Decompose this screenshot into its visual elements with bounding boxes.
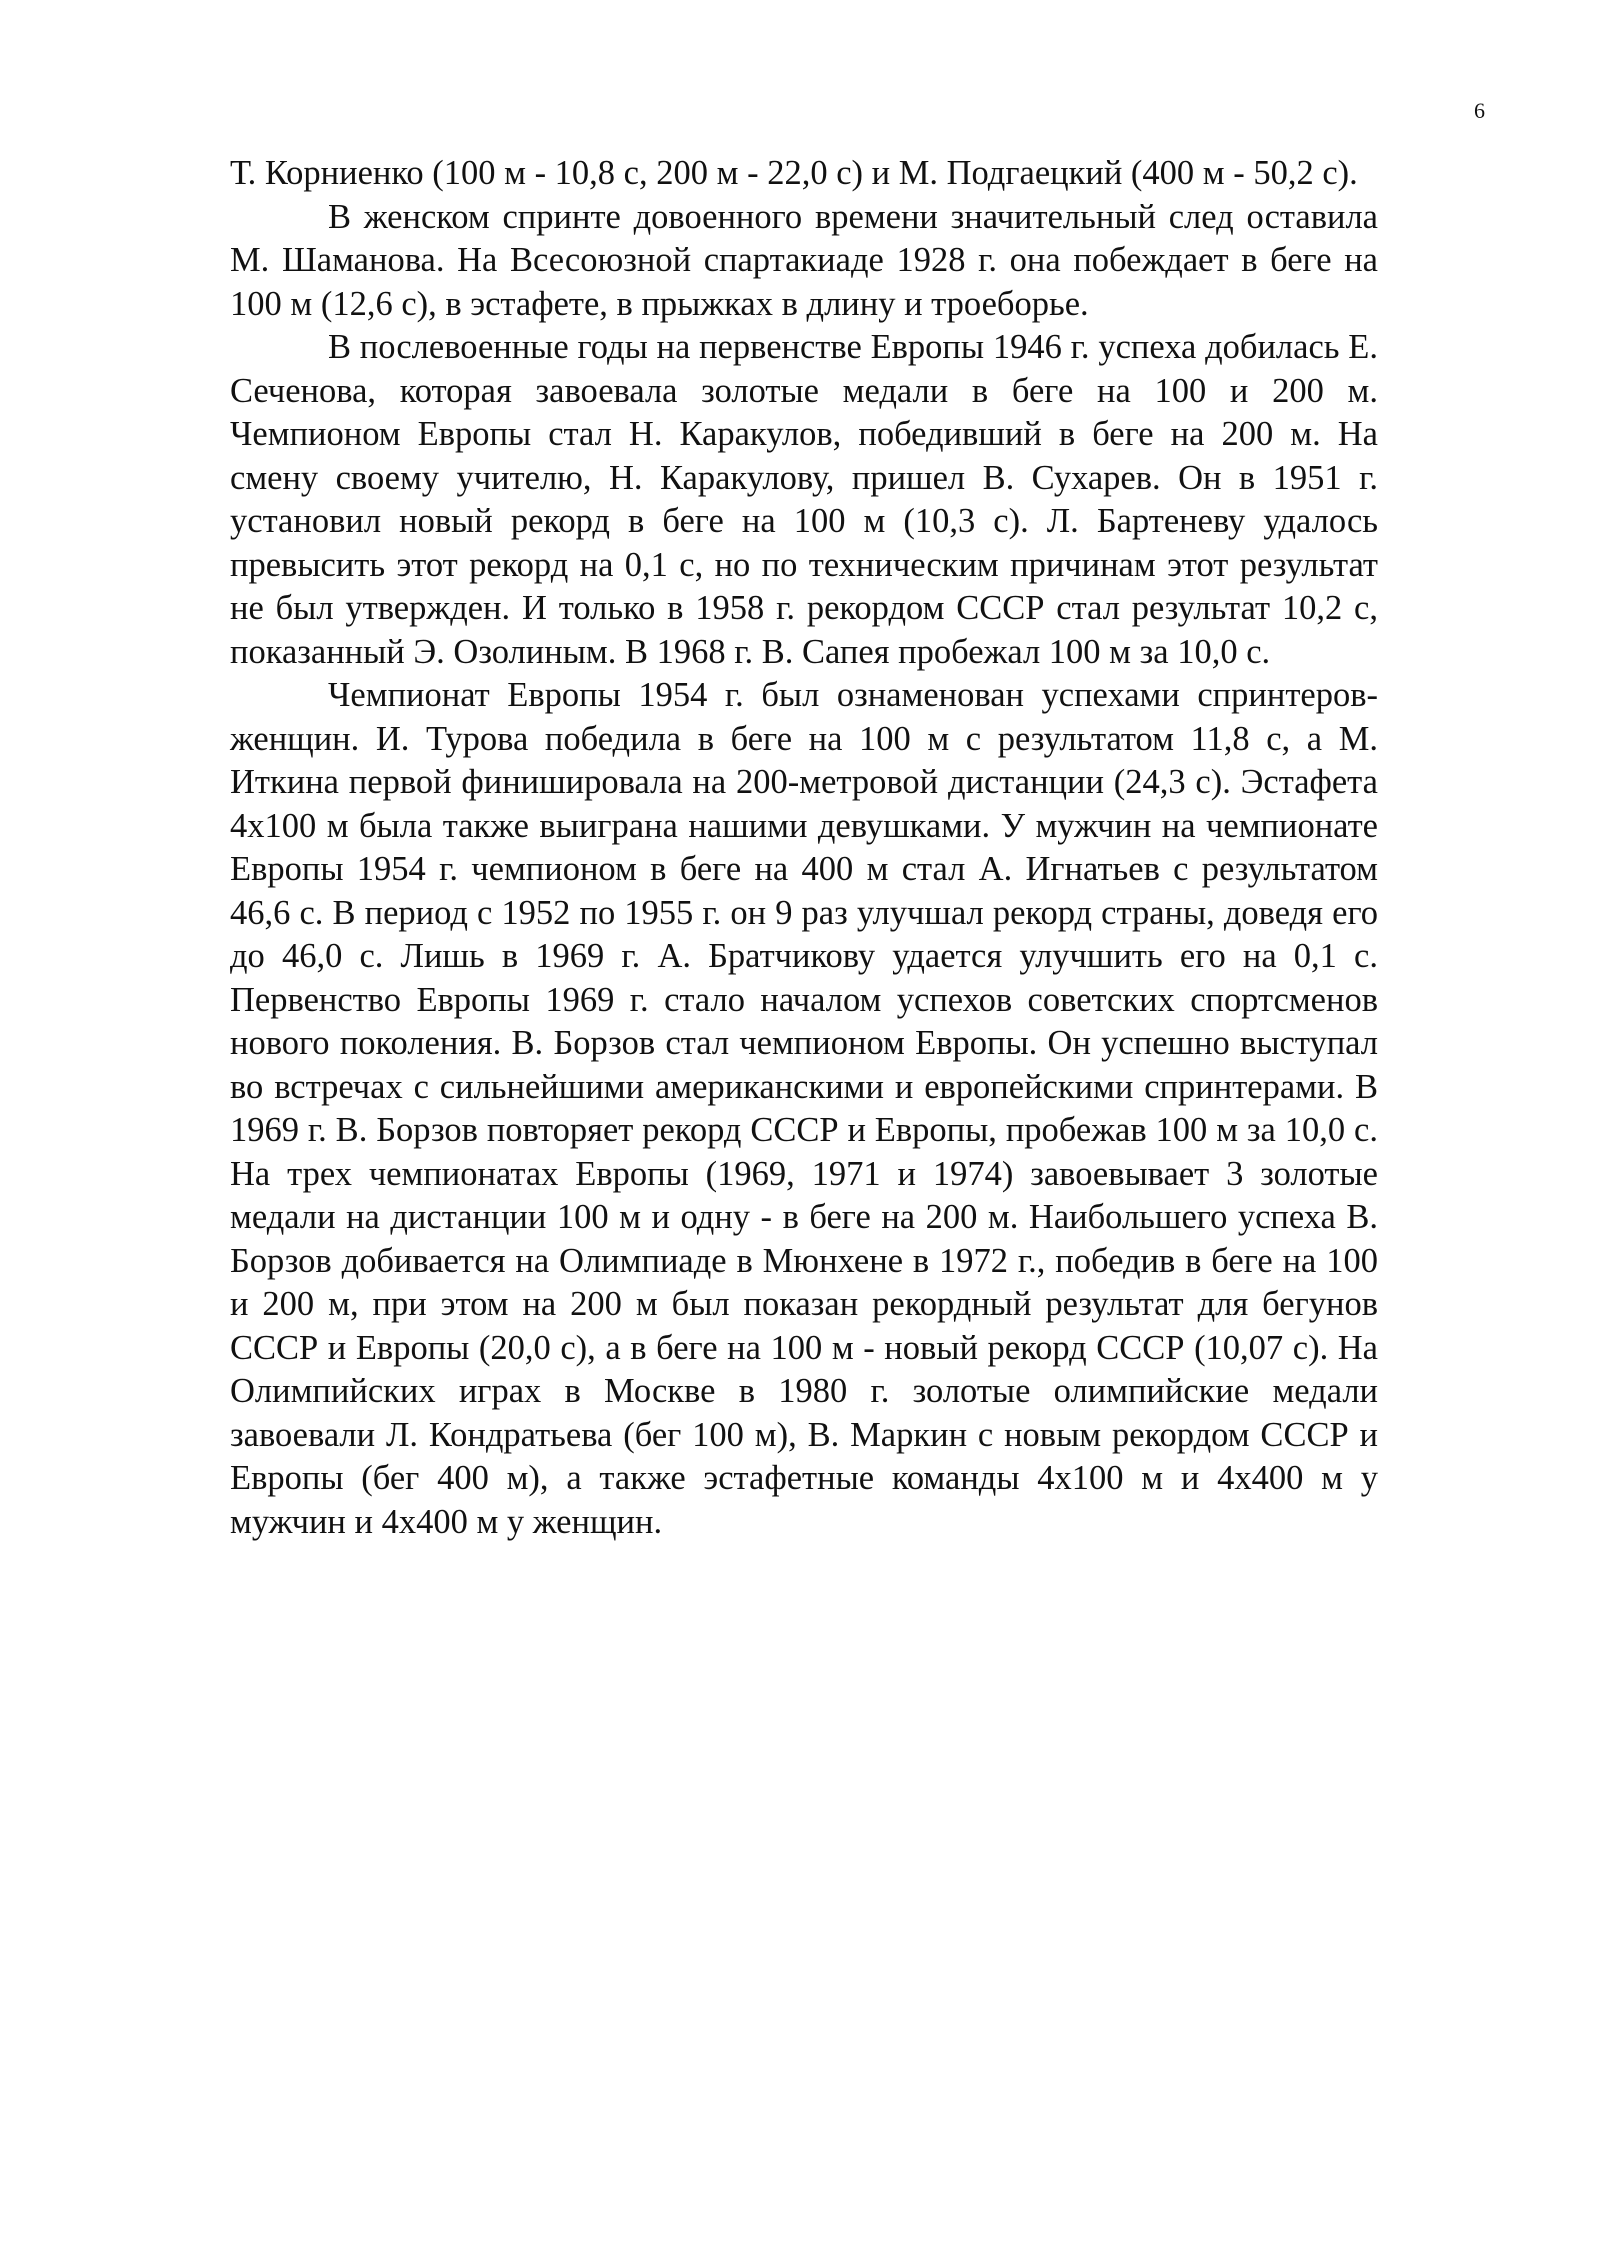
- paragraph-2: В женском спринте довоенного времени значительный след оставила М. Шаманова. На Всесоюзной спартакиаде 1928 г. она побеждает в беге на 100 м (12,6 с), в эстафете, в прыжках в длину и троеборье.: [230, 197, 1378, 323]
- paragraph-3: В послевоенные годы на первенстве Европы 1946 г. успеха добилась Е. Сеченова, которая завоевала золотые медали в беге на 100 и 200 м. Чемпионом Европы стал Н. Каракулов, победивший в беге на 200 м. На смену своему учителю, Н. Каракулову, пришел В. Сухарев. Он в 1951 г. установил новый рекорд в беге на 100 м (10,3 с). Л. Бартеневу удалось превысить этот рекорд на 0,1 с, но по техническим причинам этот результат не был утвержден. И только в 1958 г. рекордом СССР стал результат 10,2 с, показанный Э. Озолиным. В 1968 г. В. Сапея пробежал 100 м за 10,0 с.: [230, 328, 1378, 671]
- page-number: 6: [1474, 98, 1485, 123]
- paragraph-1: Т. Корниенко (100 м - 10,8 с, 200 м - 22,0 с) и М. Подгаецкий (400 м - 50,2 с).: [230, 154, 1358, 192]
- paragraph-4: Чемпионат Европы 1954 г. был ознаменован успехами спринтеров-женщин. И. Турова победила в беге на 100 м с результатом 11,8 с, а М. Иткина первой финишировала на 200-метровой дистанции (24,3 с). Эстафета 4х100 м была также выиграна нашими девушками. У мужчин на чемпионате Европы 1954 г. чемпионом в беге на 400 м стал А. Игнатьев с результатом 46,6 с. В период с 1952 по 1955 г. он 9 раз улучшал рекорд страны, доведя его до 46,0 с. Лишь в 1969 г. А. Братчикову удается улучшить его на 0,1 с. Первенство Европы 1969 г. стало началом успехов советских спортсменов нового поколения. В. Борзов стал чемпионом Европы. Он успешно выступал во встречах с сильнейшими американскими и европейскими спринтерами. В 1969 г. В. Борзов повторяет рекорд СССР и Европы, пробежав 100 м за 10,0 с. На трех чемпионатах Европы (1969, 1971 и 1974) завоевывает 3 золотые медали на дистанции 100 м и одну - в беге на 200 м. Наибольшего успеха В. Борзов добивается на Олимпиаде в Мюнхене в 1972 г., победив в беге на 100 и 200 м, при этом на 200 м был показан рекордный результат для бегунов СССР и Европы (20,0 с), а в беге на 100 м - новый рекорд СССР (10,07 с). На Олимпийских играх в Москве в 1980 г. золотые олимпийские медали завоевали Л. Кондратьева (бег 100 м), В. Маркин с новым рекордом СССР и Европы (бег 400 м), а также эстафетные команды 4х100 м и 4х400 м у мужчин и 4х400 м у женщин.: [230, 676, 1378, 1541]
- body-text: [230, 152, 1378, 1544]
